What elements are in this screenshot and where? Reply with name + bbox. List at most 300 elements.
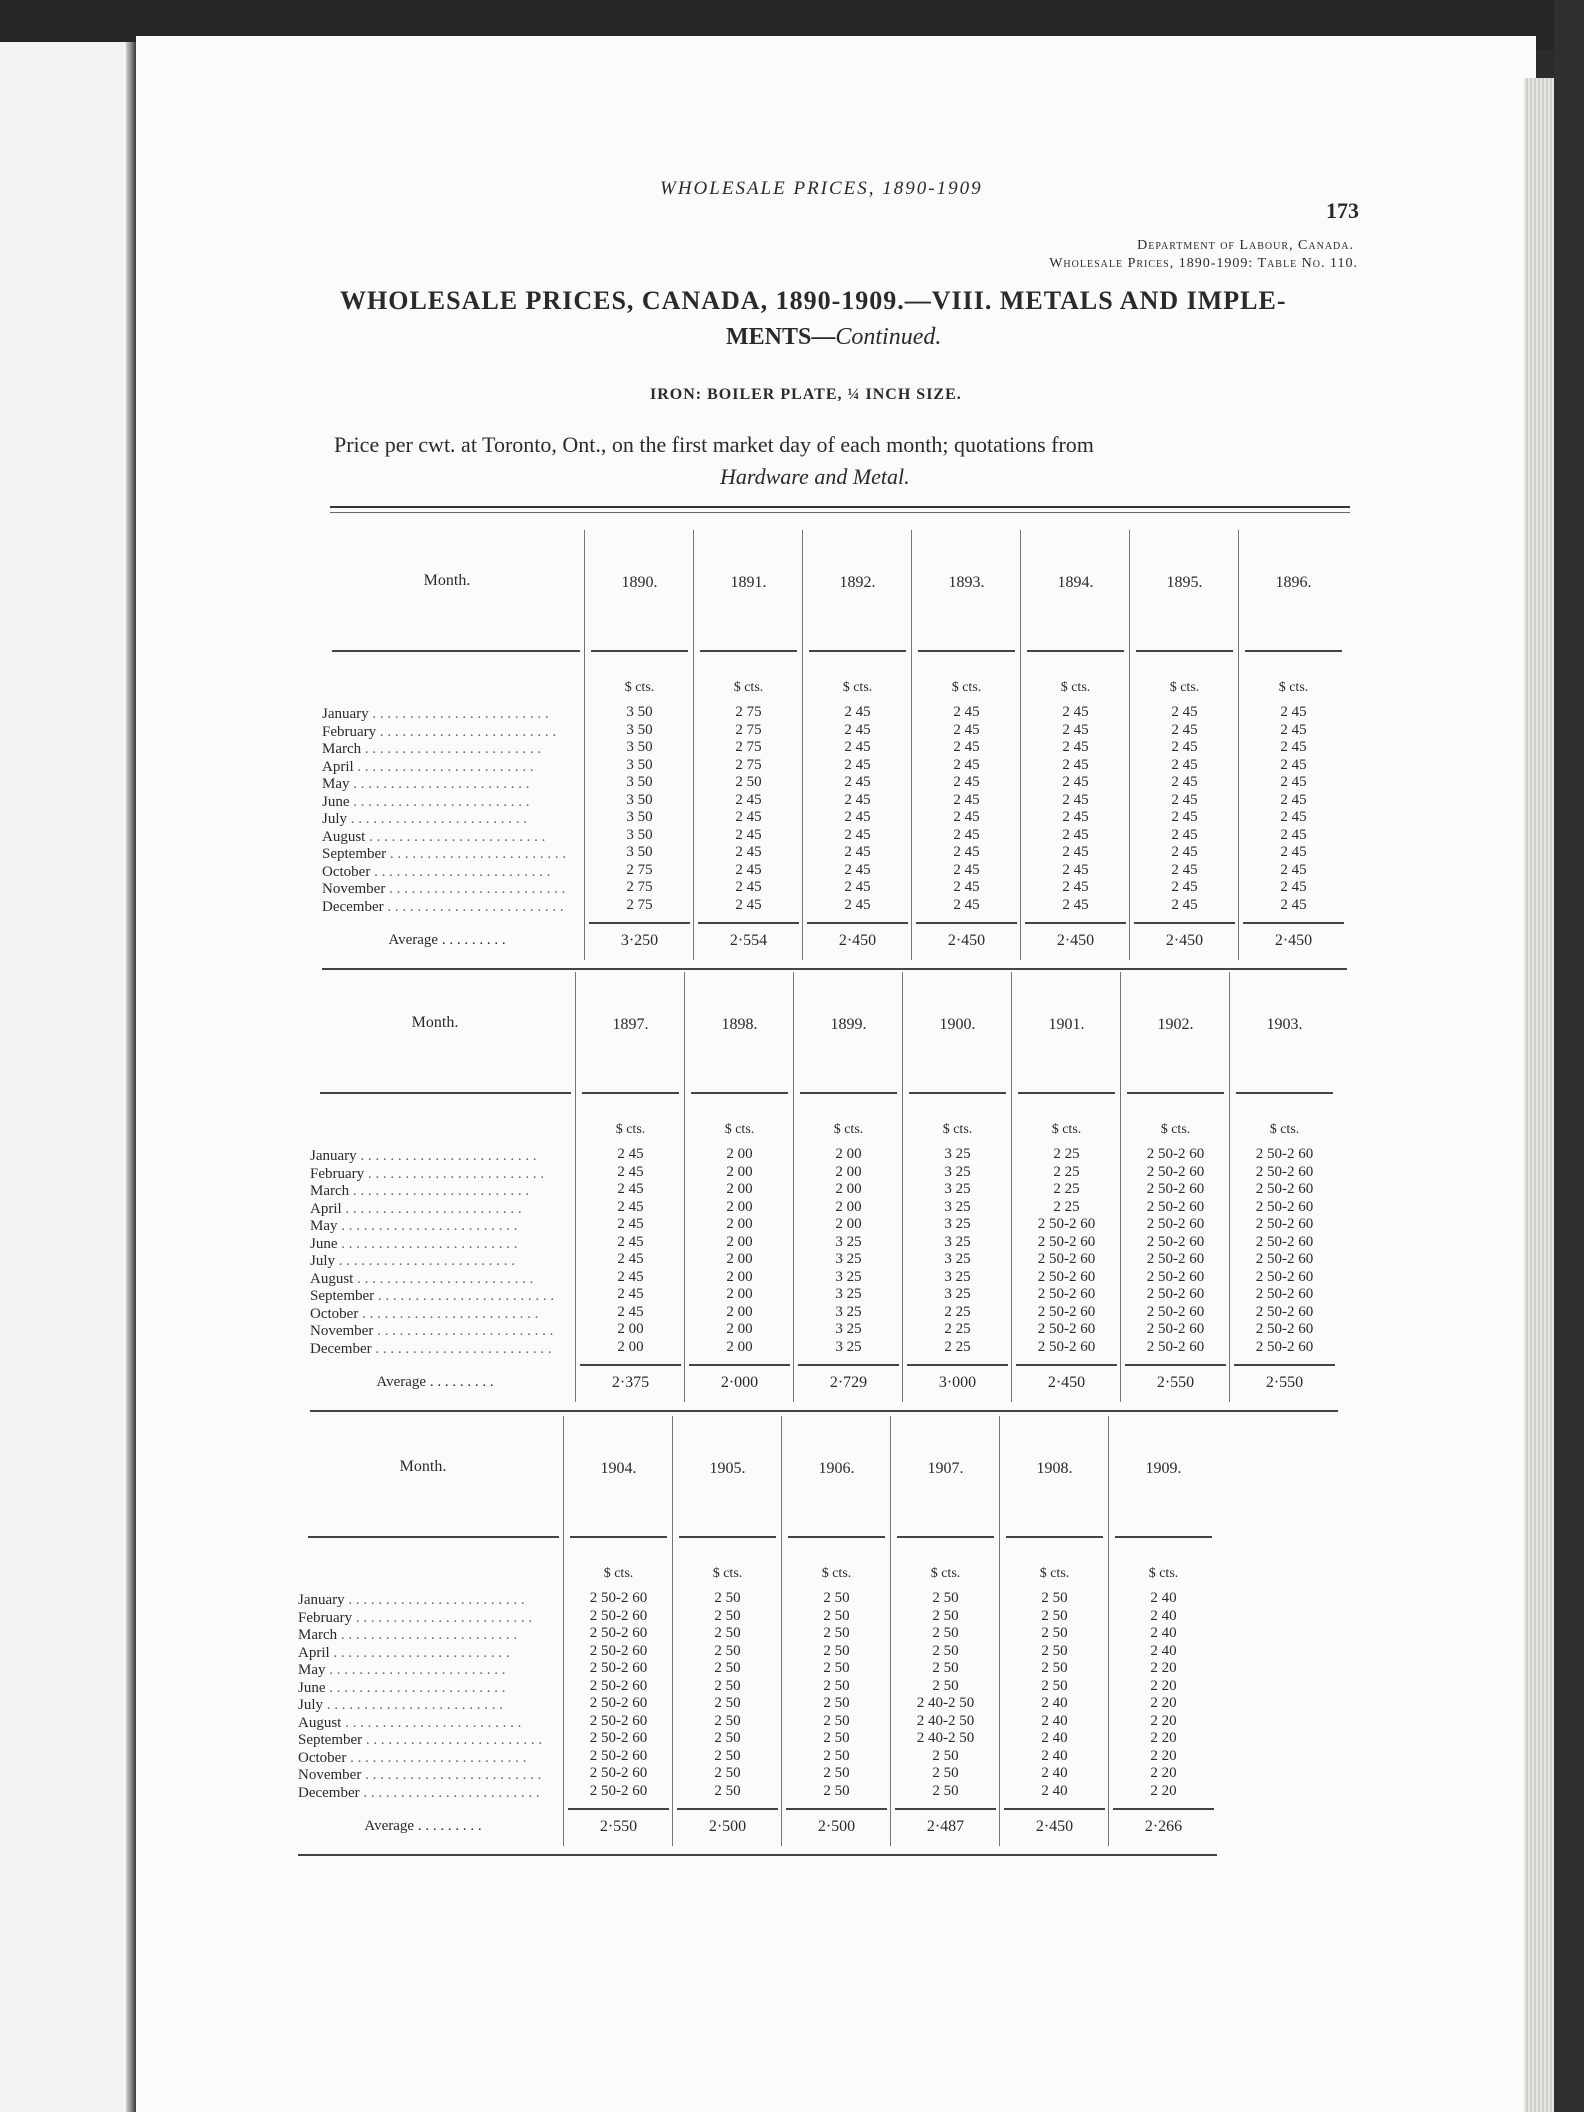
price-cell: 2 45: [1062, 791, 1089, 808]
year-column: [575, 972, 685, 1402]
title-continuation: MENTS—: [726, 324, 836, 350]
monthly-prices: [1130, 704, 1239, 914]
month-name: June: [298, 1679, 326, 1696]
price-cell: 2 45: [1171, 896, 1198, 913]
price-cell: 2 45: [953, 791, 980, 808]
unit-label: $ cts.: [1169, 680, 1200, 695]
unit-label: $ cts.: [1278, 680, 1309, 695]
price-cell: 2 50-2 60: [1255, 1163, 1314, 1180]
price-cell: 2 45: [735, 809, 762, 825]
average-value: 2·550: [599, 1818, 638, 1835]
year-header-rule: [1236, 1092, 1333, 1094]
price-cell: 2 50: [1041, 1677, 1068, 1694]
header-rule: [332, 650, 580, 652]
price-cell: 2 50: [735, 774, 762, 790]
month-name: June: [310, 1235, 338, 1252]
price-cell: 2 40: [1041, 1712, 1068, 1729]
monthly-prices: [1021, 704, 1130, 914]
price-cell: 2 45: [844, 861, 871, 878]
price-cell: 2 45: [953, 704, 980, 720]
price-cell: 2 50-2 60: [1037, 1338, 1096, 1355]
price-cell: 3 25: [835, 1321, 862, 1337]
price-cell: 2 50: [823, 1625, 850, 1641]
month-name: April: [298, 1644, 330, 1661]
price-cell: 2 50: [1041, 1642, 1068, 1659]
price-cell: 2 45: [617, 1163, 644, 1180]
month-name: May: [298, 1662, 326, 1678]
price-cell: 2 45: [1062, 844, 1089, 860]
price-cell: 2 45: [844, 809, 871, 825]
month-name: November: [310, 1323, 374, 1339]
average-rule: [895, 1808, 996, 1810]
continued-label: Continued.: [835, 324, 942, 350]
price-cell: 2 00: [835, 1163, 862, 1180]
year-column: [1020, 530, 1130, 960]
month-label: April . . . . . . . . . . . . . . . . . . . . . . . .: [322, 758, 534, 775]
price-cell: 2 50-2 60: [1146, 1163, 1205, 1180]
price-cell: 2 50-2 60: [589, 1590, 648, 1606]
average-rule: [1125, 1364, 1226, 1366]
year-header-rule: [679, 1536, 776, 1538]
year-header-rule: [800, 1092, 897, 1094]
price-cell: 2 00: [835, 1198, 862, 1215]
price-cell: 2 45: [617, 1198, 644, 1215]
price-cell: 2 45: [953, 721, 980, 738]
table-bottom-rule: [298, 1854, 1217, 1856]
price-cell: 2 50: [714, 1677, 741, 1694]
average-rule: [698, 922, 799, 924]
price-cell: 2 20: [1150, 1695, 1177, 1711]
price-cell: 2 45: [617, 1303, 644, 1320]
unit-label: $ cts.: [1051, 1122, 1082, 1137]
price-cell: 2 50-2 60: [1146, 1338, 1205, 1355]
price-cell: 2 50: [823, 1590, 850, 1606]
average-rule: [1243, 922, 1344, 924]
price-cell: 2 50-2 60: [1037, 1321, 1096, 1337]
running-head: WHOLESALE PRICES, 1890-1909: [660, 178, 983, 199]
price-cell: 2 00: [726, 1303, 753, 1320]
year-header: 1909.: [1145, 1460, 1182, 1477]
year-column: [684, 972, 794, 1402]
price-cell: 2 25: [944, 1303, 971, 1320]
average-rule: [807, 922, 908, 924]
page-title: WHOLESALE PRICES, CANADA, 1890-1909.—VIII. METALS AND IMPLE-: [340, 286, 1287, 315]
month-name: February: [298, 1609, 353, 1626]
price-cell: 2 40: [1150, 1625, 1177, 1641]
price-cell: 3 25: [944, 1216, 971, 1232]
unit-label: $ cts.: [1269, 1122, 1300, 1137]
unit-label: $ cts.: [842, 680, 873, 695]
year-column: [1120, 972, 1230, 1402]
month-label: July . . . . . . . . . . . . . . . . . . . . . . . .: [322, 811, 528, 827]
month-label: October . . . . . . . . . . . . . . . . . . . . . . . .: [298, 1749, 527, 1766]
year-header: 1896.: [1275, 574, 1312, 591]
year-column: [1108, 1416, 1218, 1846]
average-value: 2·450: [1165, 932, 1204, 949]
price-cell: 2 20: [1150, 1765, 1177, 1781]
price-cell: 2 50-2 60: [1037, 1216, 1096, 1232]
price-cell: 2 45: [1062, 721, 1089, 738]
price-cell: 2 50-2 60: [1037, 1286, 1096, 1302]
price-cell: 2 50-2 60: [589, 1660, 648, 1676]
price-cell: 2 50: [823, 1712, 850, 1729]
price-cell: 2 50-2 60: [1255, 1181, 1314, 1197]
price-cell: 2 50: [714, 1695, 741, 1711]
price-cell: 3 25: [944, 1146, 971, 1162]
price-cell: 2 50: [823, 1730, 850, 1746]
monthly-prices: [564, 1590, 673, 1800]
average-rule: [907, 1364, 1008, 1366]
price-cell: 2 45: [1062, 809, 1089, 825]
month-column-header: Month.: [399, 1458, 447, 1475]
average-value: 2·266: [1144, 1818, 1183, 1835]
price-cell: 2 25: [1053, 1163, 1080, 1180]
year-column: [802, 530, 912, 960]
month-label: May . . . . . . . . . . . . . . . . . . . . . . . .: [322, 776, 530, 792]
price-cell: 2 45: [617, 1146, 644, 1162]
month-column-header: Month.: [423, 572, 471, 589]
month-name: January: [322, 706, 369, 722]
price-cell: 2 50-2 60: [589, 1677, 648, 1694]
average-row-label: Average . . . . . . . . .: [376, 1374, 494, 1390]
page-number: 173: [1326, 198, 1359, 223]
year-column: [911, 530, 1021, 960]
average-value: 3·000: [938, 1374, 977, 1391]
table-top-rule-inner: [330, 512, 1350, 513]
price-cell: 2 45: [844, 896, 871, 913]
price-cell: 2 50: [714, 1712, 741, 1729]
year-header: 1890.: [621, 574, 658, 591]
month-label: November . . . . . . . . . . . . . . . . . . . . . . . .: [298, 1767, 542, 1783]
price-cell: 2 50: [823, 1747, 850, 1764]
price-cell: 2 50: [823, 1607, 850, 1624]
month-label: November . . . . . . . . . . . . . . . . . . . . . . . .: [310, 1323, 554, 1339]
price-cell: 2 45: [953, 861, 980, 878]
unit-label: $ cts.: [942, 1122, 973, 1137]
price-cell: 2 75: [735, 756, 762, 773]
price-cell: 2 45: [953, 739, 980, 755]
price-cell: 2 45: [844, 739, 871, 755]
price-cell: 2 50-2 60: [1255, 1216, 1314, 1232]
average-value: 2·500: [708, 1818, 747, 1835]
year-column: [890, 1416, 1000, 1846]
month-name: July: [310, 1253, 336, 1269]
price-cell: 2 50: [714, 1660, 741, 1676]
year-header-rule: [1018, 1092, 1115, 1094]
price-cell: 2 50: [932, 1625, 959, 1641]
year-header-rule: [591, 650, 688, 652]
price-table: [322, 530, 1347, 980]
price-cell: 2 45: [1171, 861, 1198, 878]
price-cell: 2 45: [1280, 861, 1307, 878]
price-cell: 2 45: [953, 826, 980, 843]
price-cell: 2 45: [953, 809, 980, 825]
unit-label: $ cts.: [1148, 1566, 1179, 1581]
price-cell: 2 50-2 60: [1255, 1286, 1314, 1302]
year-header-rule: [1006, 1536, 1103, 1538]
price-cell: 2 50: [823, 1782, 850, 1799]
page-stack-edges: [1524, 78, 1554, 2112]
price-cell: 2 50: [823, 1642, 850, 1659]
year-header-rule: [691, 1092, 788, 1094]
price-cell: 2 40: [1041, 1765, 1068, 1781]
month-label: February . . . . . . . . . . . . . . . . . . . . . . . .: [310, 1165, 545, 1182]
month-label: September . . . . . . . . . . . . . . . . . . . . . . . .: [310, 1288, 555, 1304]
price-cell: 3 50: [626, 739, 653, 755]
price-cell: 2 45: [1280, 826, 1307, 843]
price-cell: 2 40: [1041, 1695, 1068, 1711]
price-cell: 2 50: [932, 1765, 959, 1781]
year-header: 1895.: [1166, 574, 1203, 591]
average-value: 2·550: [1265, 1374, 1304, 1391]
price-cell: 3 25: [835, 1268, 862, 1285]
month-label: May . . . . . . . . . . . . . . . . . . . . . . . .: [310, 1218, 518, 1234]
price-cell: 2 40: [1150, 1642, 1177, 1659]
month-label: June . . . . . . . . . . . . . . . . . . . . . . . .: [310, 1235, 518, 1252]
price-cell: 2 50-2 60: [589, 1625, 648, 1641]
price-cell: 2 40: [1041, 1747, 1068, 1764]
price-cell: 2 50-2 60: [589, 1607, 648, 1624]
monthly-prices: [903, 1146, 1012, 1356]
average-rule: [798, 1364, 899, 1366]
price-cell: 2 50-2 60: [1255, 1303, 1314, 1320]
average-value: 2·450: [947, 932, 986, 949]
monthly-prices: [694, 704, 803, 914]
year-column: [1229, 972, 1339, 1402]
price-cell: 3 25: [835, 1251, 862, 1267]
monthly-prices: [1000, 1590, 1109, 1800]
year-header-rule: [582, 1092, 679, 1094]
month-list: [322, 706, 577, 916]
price-cell: 3 25: [835, 1303, 862, 1320]
average-rule: [1234, 1364, 1335, 1366]
price-cell: 2 50-2 60: [1146, 1303, 1205, 1320]
monthly-prices: [673, 1590, 782, 1800]
unit-label: $ cts.: [603, 1566, 634, 1581]
price-cell: 2 50-2 60: [1037, 1268, 1096, 1285]
year-header: 1893.: [948, 574, 985, 591]
month-label: March . . . . . . . . . . . . . . . . . . . . . . . .: [310, 1183, 530, 1199]
price-cell: 2 00: [835, 1181, 862, 1197]
average-value: 2·554: [729, 932, 768, 949]
price-cell: 2 40: [1150, 1607, 1177, 1624]
price-cell: 2 50: [823, 1677, 850, 1694]
price-cell: 2 20: [1150, 1730, 1177, 1746]
price-cell: 2 00: [726, 1251, 753, 1267]
header-rule: [308, 1536, 559, 1538]
price-cell: 2 45: [617, 1268, 644, 1285]
average-rule: [689, 1364, 790, 1366]
year-column: [693, 530, 803, 960]
month-name: August: [322, 828, 366, 845]
average-value: 3·250: [620, 932, 659, 949]
header-rule: [320, 1092, 571, 1094]
price-cell: 2 45: [1280, 756, 1307, 773]
monthly-prices: [891, 1590, 1000, 1800]
price-cell: 2 45: [1171, 826, 1198, 843]
average-value: 2·450: [838, 932, 877, 949]
price-cell: 2 45: [1171, 704, 1198, 720]
price-cell: 2 45: [735, 896, 762, 913]
price-cell: 2 25: [1053, 1146, 1080, 1162]
price-cell: 2 50: [1041, 1590, 1068, 1606]
price-cell: 3 25: [944, 1268, 971, 1285]
year-header: 1901.: [1048, 1016, 1085, 1033]
average-rule: [1016, 1364, 1117, 1366]
year-header-rule: [1115, 1536, 1212, 1538]
unit-label: $ cts.: [951, 680, 982, 695]
price-cell: 2 45: [1280, 774, 1307, 790]
price-cell: 2 50-2 60: [589, 1712, 648, 1729]
price-cell: 2 50-2 60: [1037, 1251, 1096, 1267]
price-cell: 2 45: [1171, 721, 1198, 738]
month-label: May . . . . . . . . . . . . . . . . . . . . . . . .: [298, 1662, 506, 1678]
price-cell: 2 40-2 50: [916, 1730, 975, 1746]
price-cell: 2 45: [735, 826, 762, 843]
price-cell: 2 50: [932, 1590, 959, 1606]
month-name: August: [310, 1270, 354, 1287]
price-cell: 2 50-2 60: [1255, 1321, 1314, 1337]
price-cell: 2 20: [1150, 1782, 1177, 1799]
average-value: 2·450: [1056, 932, 1095, 949]
price-cell: 3 50: [626, 791, 653, 808]
price-cell: 2 45: [1062, 879, 1089, 895]
monthly-prices: [803, 704, 912, 914]
price-cell: 2 45: [1280, 704, 1307, 720]
table-bottom-rule: [310, 1410, 1338, 1412]
year-header: 1903.: [1266, 1016, 1303, 1033]
monthly-prices: [1230, 1146, 1339, 1356]
price-cell: 2 45: [844, 704, 871, 720]
year-header-rule: [700, 650, 797, 652]
price-cell: 2 50: [932, 1607, 959, 1624]
unit-label: $ cts.: [712, 1566, 743, 1581]
year-header: 1902.: [1157, 1016, 1194, 1033]
price-cell: 2 50: [932, 1677, 959, 1694]
price-cell: 2 50-2 60: [1255, 1251, 1314, 1267]
price-cell: 2 50: [1041, 1607, 1068, 1624]
price-cell: 2 40: [1041, 1782, 1068, 1799]
price-cell: 2 20: [1150, 1677, 1177, 1694]
price-cell: 3 50: [626, 844, 653, 860]
month-name: December: [322, 898, 384, 915]
price-cell: 2 45: [617, 1216, 644, 1232]
price-cell: 2 45: [844, 774, 871, 790]
price-cell: 2 45: [1171, 774, 1198, 790]
year-header: 1908.: [1036, 1460, 1073, 1477]
price-cell: 2 50-2 60: [1146, 1321, 1205, 1337]
price-cell: 2 00: [726, 1198, 753, 1215]
month-label: September . . . . . . . . . . . . . . . . . . . . . . . .: [322, 846, 567, 862]
month-name: December: [298, 1784, 360, 1801]
year-column: [672, 1416, 782, 1846]
price-cell: 2 45: [953, 879, 980, 895]
unit-label: $ cts.: [624, 680, 655, 695]
month-name: June: [322, 793, 350, 810]
year-column: [584, 530, 694, 960]
year-column: [1129, 530, 1239, 960]
unit-label: $ cts.: [1060, 680, 1091, 695]
month-name: September: [322, 846, 387, 862]
year-header: 1891.: [730, 574, 767, 591]
price-cell: 2 50-2 60: [589, 1642, 648, 1659]
month-label: October . . . . . . . . . . . . . . . . . . . . . . . .: [310, 1305, 539, 1322]
price-cell: 2 45: [1280, 739, 1307, 755]
price-cell: 2 45: [1280, 879, 1307, 895]
month-label: March . . . . . . . . . . . . . . . . . . . . . . . .: [322, 741, 542, 757]
price-cell: 3 25: [944, 1181, 971, 1197]
price-cell: 2 45: [1062, 739, 1089, 755]
price-cell: 2 00: [726, 1216, 753, 1232]
price-cell: 2 75: [735, 704, 762, 720]
price-cell: 2 75: [626, 896, 653, 913]
unit-label: $ cts.: [724, 1122, 755, 1137]
price-cell: 3 50: [626, 704, 653, 720]
price-cell: 2 45: [1062, 756, 1089, 773]
price-cell: 2 45: [953, 896, 980, 913]
month-name: March: [322, 741, 362, 757]
price-cell: 2 50: [1041, 1625, 1068, 1641]
unit-label: $ cts.: [930, 1566, 961, 1581]
year-header: 1898.: [721, 1016, 758, 1033]
price-cell: 2 50: [1041, 1660, 1068, 1676]
year-header: 1899.: [830, 1016, 867, 1033]
month-name: October: [310, 1305, 359, 1322]
month-name: August: [298, 1714, 342, 1731]
price-cell: 2 45: [953, 756, 980, 773]
price-cell: 3 25: [944, 1233, 971, 1250]
month-label: August . . . . . . . . . . . . . . . . . . . . . . . .: [310, 1270, 534, 1287]
scan-right-border: [1554, 0, 1584, 2112]
price-cell: 2 50-2 60: [1037, 1233, 1096, 1250]
monthly-prices: [685, 1146, 794, 1356]
year-column: [1011, 972, 1121, 1402]
price-cell: 2 00: [726, 1286, 753, 1302]
price-cell: 2 50: [932, 1642, 959, 1659]
year-header-rule: [809, 650, 906, 652]
price-cell: 2 45: [844, 844, 871, 860]
year-header-rule: [897, 1536, 994, 1538]
price-cell: 3 25: [944, 1163, 971, 1180]
month-name: September: [298, 1732, 363, 1748]
year-header-rule: [1027, 650, 1124, 652]
price-cell: 3 25: [835, 1286, 862, 1302]
price-cell: 2 50-2 60: [589, 1765, 648, 1781]
month-label: December . . . . . . . . . . . . . . . . . . . . . . . .: [310, 1340, 552, 1357]
price-cell: 2 00: [835, 1216, 862, 1232]
price-cell: 3 25: [944, 1251, 971, 1267]
average-label: Average: [376, 1374, 427, 1390]
price-cell: 2 25: [944, 1338, 971, 1355]
unit-label: $ cts.: [833, 1122, 864, 1137]
average-value: 2·487: [926, 1818, 965, 1835]
year-column: [563, 1416, 673, 1846]
monthly-prices: [794, 1146, 903, 1356]
monthly-prices: [585, 704, 694, 914]
price-cell: 2 25: [1053, 1181, 1080, 1197]
price-cell: 2 50: [714, 1607, 741, 1624]
month-column-header: Month.: [411, 1014, 459, 1031]
price-cell: 3 25: [944, 1198, 971, 1215]
price-cell: 2 40-2 50: [916, 1695, 975, 1711]
month-label: June . . . . . . . . . . . . . . . . . . . . . . . .: [298, 1679, 506, 1696]
price-cell: 2 50: [714, 1625, 741, 1641]
month-name: November: [322, 881, 386, 897]
average-rule: [1113, 1808, 1214, 1810]
monthly-prices: [1239, 704, 1348, 914]
unit-label: $ cts.: [615, 1122, 646, 1137]
year-header-rule: [1245, 650, 1342, 652]
